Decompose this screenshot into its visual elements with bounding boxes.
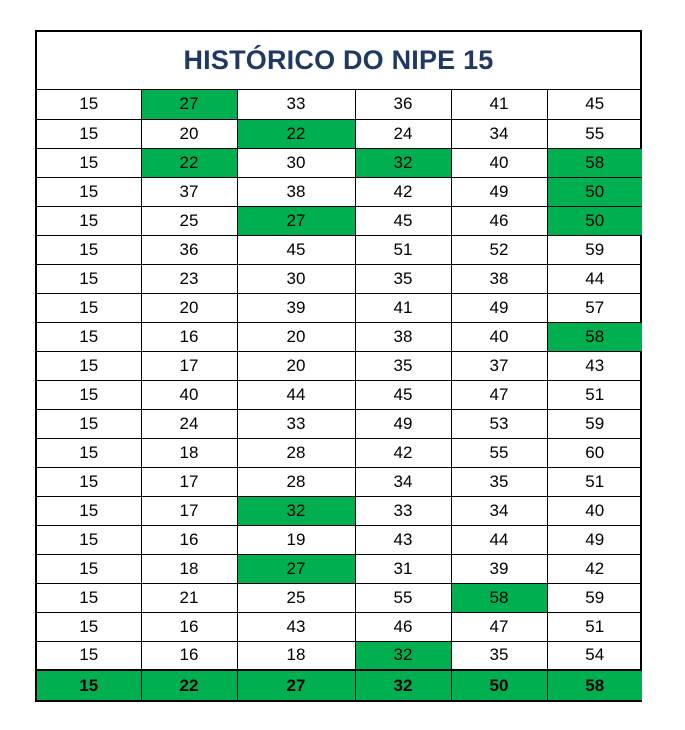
table-cell: 15 [37,525,141,554]
table-cell: 42 [355,177,451,206]
summary-cell: 50 [451,670,547,700]
table-cell: 43 [237,612,355,641]
table-cell: 17 [141,496,237,525]
table-cell: 15 [37,177,141,206]
table-cell: 43 [355,525,451,554]
table-cell: 15 [37,293,141,322]
table-cell: 42 [547,554,642,583]
table-cell: 47 [451,612,547,641]
table-row [37,496,642,525]
table-cell: 15 [37,467,141,496]
table-cell: 38 [355,322,451,351]
table-cell: 24 [355,119,451,148]
table-cell: 45 [237,235,355,264]
table-cell: 19 [237,525,355,554]
table-cell: 17 [141,351,237,380]
table-cell: 49 [451,177,547,206]
table-cell: 38 [451,264,547,293]
table-cell: 51 [355,235,451,264]
table-row [37,467,642,496]
table-cell: 15 [37,119,141,148]
table-cell: 30 [237,264,355,293]
table-cell: 59 [547,583,642,612]
table-cell: 41 [355,293,451,322]
highlighted-cell: 22 [237,119,355,148]
table-cell: 55 [451,438,547,467]
table-row [37,554,642,583]
table-cell: 16 [141,322,237,351]
table-cell: 35 [355,351,451,380]
summary-cell: 27 [237,670,355,700]
table-cell: 35 [451,641,547,670]
sheet-title: HISTÓRICO DO NIPE 15 [183,45,494,75]
table-cell: 42 [355,438,451,467]
table-cell: 44 [547,264,642,293]
highlighted-cell: 50 [547,177,642,206]
table-cell: 44 [237,380,355,409]
table-cell: 55 [547,119,642,148]
table-cell: 21 [141,583,237,612]
table-cell: 53 [451,409,547,438]
table-cell: 43 [547,351,642,380]
table-cell: 33 [237,409,355,438]
highlighted-cell: 32 [237,496,355,525]
table-row [37,583,642,612]
table-cell: 49 [451,293,547,322]
summary-cell: 22 [141,670,237,700]
table-cell: 57 [547,293,642,322]
summary-cell: 32 [355,670,451,700]
table-row [37,264,642,293]
summary-cell: 58 [547,670,642,700]
highlighted-cell: 22 [141,148,237,177]
table-cell: 44 [451,525,547,554]
table-cell: 15 [37,206,141,235]
table-cell: 54 [547,641,642,670]
table-cell: 18 [141,554,237,583]
table-cell: 16 [141,641,237,670]
table-cell: 35 [355,264,451,293]
table-cell: 15 [37,90,141,119]
table-cell: 34 [451,119,547,148]
table-cell: 41 [451,90,547,119]
table-row [37,119,642,148]
table-cell: 47 [451,380,547,409]
summary-cell: 15 [37,670,141,700]
table-cell: 45 [547,90,642,119]
table-cell: 15 [37,264,141,293]
table-cell: 28 [237,467,355,496]
table-cell: 33 [237,90,355,119]
highlighted-cell: 58 [547,322,642,351]
table-cell: 49 [355,409,451,438]
table-cell: 40 [451,322,547,351]
table-cell: 59 [547,235,642,264]
table-cell: 18 [237,641,355,670]
table-cell: 15 [37,235,141,264]
table-cell: 52 [451,235,547,264]
table-row [37,641,642,670]
table-cell: 16 [141,525,237,554]
table-cell: 25 [141,206,237,235]
table-cell: 15 [37,583,141,612]
table-row [37,322,642,351]
table-cell: 38 [237,177,355,206]
table-row [37,177,642,206]
table-cell: 20 [141,293,237,322]
table-cell: 34 [451,496,547,525]
table-cell: 15 [37,148,141,177]
table-cell: 20 [237,322,355,351]
table-row [37,612,642,641]
table-cell: 18 [141,438,237,467]
highlighted-cell: 27 [237,554,355,583]
table-cell: 37 [141,177,237,206]
table-row [37,380,642,409]
table-cell: 20 [237,351,355,380]
table-cell: 51 [547,467,642,496]
highlighted-cell: 27 [237,206,355,235]
table-row [37,351,642,380]
table-row [37,409,642,438]
summary-row [37,670,642,700]
table-cell: 39 [237,293,355,322]
history-sheet [35,30,642,702]
table-cell: 37 [451,351,547,380]
table-cell: 15 [37,554,141,583]
table-cell: 15 [37,380,141,409]
table-cell: 60 [547,438,642,467]
table-cell: 15 [37,641,141,670]
table-cell: 49 [547,525,642,554]
table-cell: 15 [37,438,141,467]
table-row [37,90,642,119]
table-cell: 35 [451,467,547,496]
table-cell: 40 [451,148,547,177]
highlighted-cell: 58 [451,583,547,612]
table-cell: 46 [355,612,451,641]
table-cell: 31 [355,554,451,583]
table-cell: 55 [355,583,451,612]
history-table [37,90,642,700]
table-row [37,438,642,467]
highlighted-cell: 27 [141,90,237,119]
table-cell: 45 [355,206,451,235]
title-bar [37,32,640,90]
table-cell: 51 [547,612,642,641]
table-cell: 51 [547,380,642,409]
table-cell: 40 [141,380,237,409]
highlighted-cell: 32 [355,641,451,670]
table-cell: 20 [141,119,237,148]
table-cell: 40 [547,496,642,525]
table-row [37,148,642,177]
table-cell: 15 [37,322,141,351]
table-cell: 46 [451,206,547,235]
table-cell: 28 [237,438,355,467]
table-cell: 45 [355,380,451,409]
table-cell: 25 [237,583,355,612]
table-cell: 34 [355,467,451,496]
table-cell: 16 [141,612,237,641]
table-row [37,293,642,322]
table-cell: 15 [37,496,141,525]
table-cell: 30 [237,148,355,177]
highlighted-cell: 32 [355,148,451,177]
table-cell: 36 [141,235,237,264]
highlighted-cell: 50 [547,206,642,235]
table-cell: 59 [547,409,642,438]
table-cell: 36 [355,90,451,119]
table-cell: 17 [141,467,237,496]
table-cell: 39 [451,554,547,583]
table-cell: 15 [37,409,141,438]
table-cell: 15 [37,351,141,380]
table-cell: 33 [355,496,451,525]
table-row [37,525,642,554]
table-cell: 24 [141,409,237,438]
history-table-body [37,90,642,700]
table-cell: 23 [141,264,237,293]
table-row [37,206,642,235]
highlighted-cell: 58 [547,148,642,177]
table-cell: 15 [37,612,141,641]
table-row [37,235,642,264]
